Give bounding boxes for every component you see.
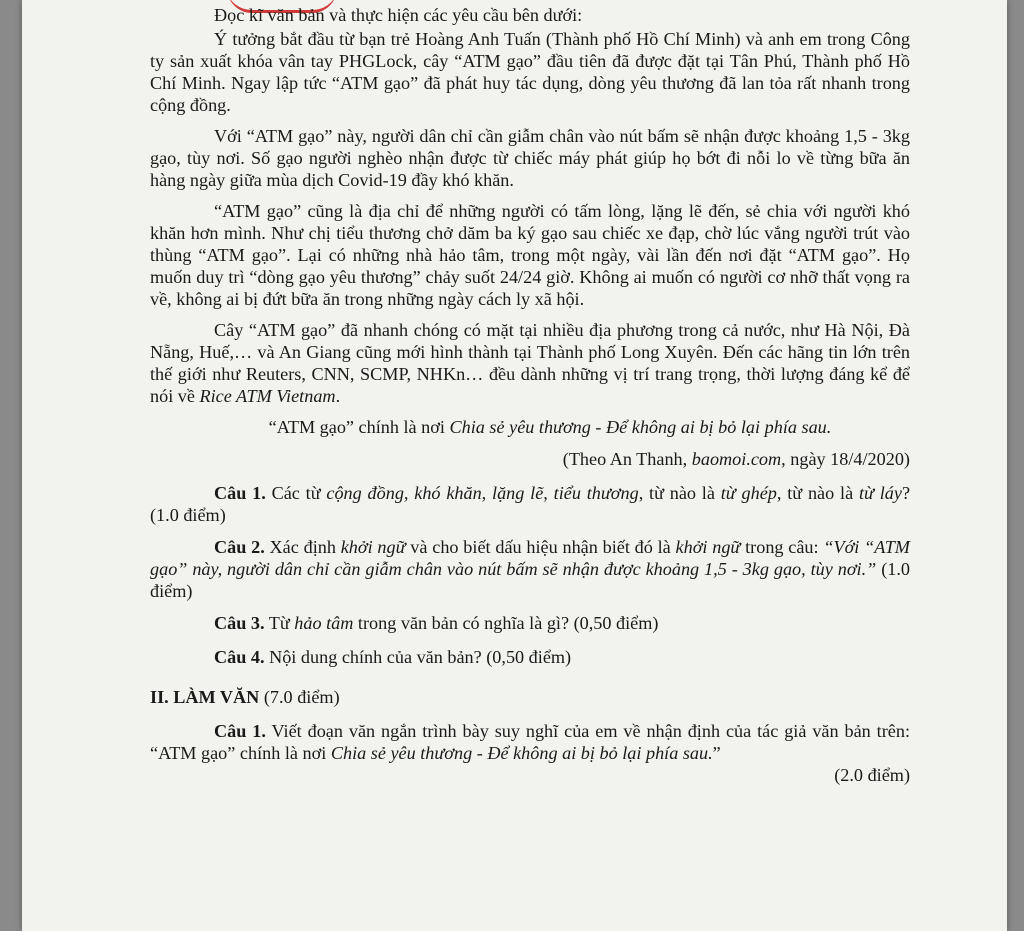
source-date: , ngày 18/4/2020) [781, 449, 910, 469]
q1-i1: cộng đồng, khó khăn, lặng lẽ, tiểu thương [326, 483, 639, 503]
q3-t2: trong văn bản có nghĩa là gì? (0,50 điểm) [353, 613, 659, 633]
writing-question-1-label: Câu 1. [214, 721, 266, 741]
writing-question-1-points: (2.0 điểm) [834, 765, 910, 785]
writing-question-1 [150, 720, 910, 764]
q1-t2: , từ nào là [638, 483, 721, 503]
q2-t1: Xác định [264, 537, 341, 557]
question-3-label: Câu 3. [214, 613, 265, 633]
closing-text: “ATM gạo” chính là nơi [268, 417, 450, 437]
w1-t2: ” [712, 743, 721, 763]
paragraph-4-text: Cây “ATM gạo” đã nhanh chóng có mặt tại nhiều địa phương trong cả nước, như Hà Nội, Đà Nẵng, Huế,… và An Giang cũng mới hình thành tại Thành phố Long Xuyên. Đến các hãng tin lớn trên thế giới như Reuters, CNN, SCMP, NHKn… đều dành những vị trí trang trọng, thời lượng đáng kể để nói về [150, 320, 910, 406]
paragraph-4-end: . [335, 386, 341, 406]
paragraph-3: “ATM gạo” cũng là địa chỉ để những người có tấm lòng, lặng lẽ đến, sẻ chia với người khó khăn hơn mình. Như chị tiểu thương chở dăm ba ký gạo sau chiếc xe đạp, chờ lúc vắng người trút vào thùng “ATM gạo”. Lại có những nhà hảo tâm, trong một ngày, vài lần đến nơi đặt “ATM gạo”. Họ muốn duy trì “dòng gạo yêu thương” chảy suốt 24/24 giờ. Không ai muốn có người cơ nhỡ thất vọng ra về, không ai bị đứt bữa ăn trong những ngày cách ly xã hội. [150, 201, 910, 309]
q2-i1: khởi ngữ [340, 537, 406, 557]
section-title: II. LÀM VĂN [150, 687, 260, 707]
question-2-label: Câu 2. [214, 537, 265, 557]
closing-line [150, 416, 910, 438]
exam-text [150, 4, 910, 786]
q4-t1: Nội dung chính của văn bản? (0,50 điểm) [264, 647, 572, 667]
q1-i3: từ láy [858, 483, 902, 503]
q3-i1: hảo tâm [294, 613, 354, 633]
q2-t4: (1.0 điểm) [150, 559, 910, 601]
w1-i1: Chia sẻ yêu thương - Để không ai bị bỏ lại phía sau. [330, 743, 713, 763]
q1-t1: Các từ [265, 483, 327, 503]
q1-i2: từ ghép [720, 483, 777, 503]
source-citation [150, 448, 910, 470]
section-points: (7.0 điểm) [259, 687, 340, 707]
q3-t1: Từ [264, 613, 295, 633]
question-3 [150, 612, 910, 634]
q2-i2: khởi ngữ [675, 537, 741, 557]
instruction: Đọc kĩ văn bản và thực hiện các yêu cầu bên dưới: [214, 5, 583, 25]
q1-t4: ? (1.0 điểm) [150, 483, 911, 525]
question-1-label: Câu 1. [214, 483, 266, 503]
paragraph-4 [150, 319, 910, 407]
q2-i3: “Với “ATM gạo” này, người dân chỉ cần giẫm chân vào nút bấm sẽ nhận được khoảng 1,5 - 3kg gạo, tùy nơi.” [150, 537, 910, 579]
question-1 [150, 482, 910, 526]
q1-t3: , từ nào là [776, 483, 859, 503]
document-page [22, 0, 1007, 931]
paragraph-1: Ý tưởng bắt đầu từ bạn trẻ Hoàng Anh Tuấn (Thành phố Hồ Chí Minh) và anh em trong Công ty sản xuất khóa vân tay PHGLock, cây “ATM gạo” đầu tiên đã được đặt tại Tân Phú, Thành phố Hồ Chí Minh. Ngay lập tức “ATM gạo” đã phát huy tác dụng, dòng yêu thương đã lan tỏa rất nhanh trong cộng đồng. [150, 29, 910, 115]
question-4-label: Câu 4. [214, 647, 265, 667]
source-prefix: (Theo An Thanh, [562, 449, 692, 469]
closing-italic: Chia sẻ yêu thương - Để không ai bị bỏ lại phía sau. [449, 417, 832, 437]
q2-t2: và cho biết dấu hiệu nhận biết đó là [405, 537, 676, 557]
paragraph-2: Với “ATM gạo” này, người dân chỉ cần giẫm chân vào nút bấm sẽ nhận được khoảng 1,5 - 3kg gạo, tùy nơi. Số gạo người nghèo nhận được từ chiếc máy phát giúp họ bớt đi nỗi lo về từng bữa ăn hàng ngày giữa mùa dịch Covid-19 đầy khó khăn. [150, 126, 910, 190]
source-site: baomoi.com [691, 449, 782, 469]
section-heading [150, 686, 910, 708]
q2-t3: trong câu: [740, 537, 824, 557]
question-4 [150, 646, 910, 668]
paragraph-4-italic: Rice ATM Vietnam [199, 386, 336, 406]
w1-t1: Viết đoạn văn ngắn trình bày suy nghĩ của em về nhận định của tác giả văn bản trên: “ATM gạo” chính là nơi [150, 721, 910, 763]
question-2 [150, 536, 910, 602]
